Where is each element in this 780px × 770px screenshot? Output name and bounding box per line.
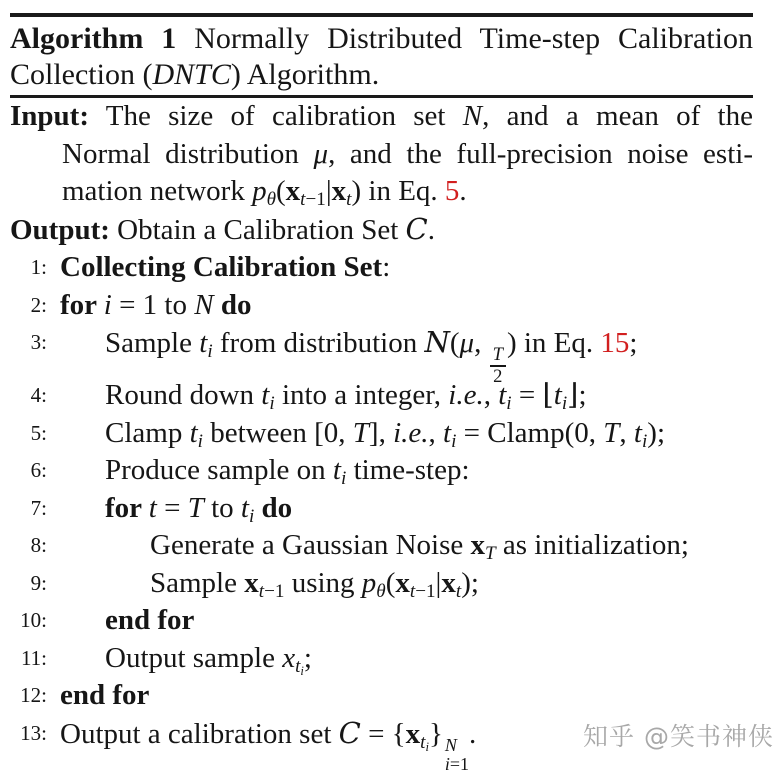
line-content: end for xyxy=(105,604,195,637)
algorithm-title-line2: Collection (DNTC) Algorithm. xyxy=(10,58,380,91)
algo-line xyxy=(10,452,753,490)
line-number: 5: xyxy=(30,420,47,445)
sup-sub-stack: N i=1 xyxy=(444,735,470,770)
algo-line xyxy=(10,249,753,287)
line-number: 12: xyxy=(20,683,47,708)
line-content: for i = 1 to N do xyxy=(60,288,252,321)
line-number: 3: xyxy=(30,330,47,354)
algo-line xyxy=(10,490,753,528)
line-number: 10: xyxy=(20,608,47,633)
top-rule xyxy=(10,13,753,17)
algorithm-title xyxy=(10,21,753,93)
algo-line xyxy=(10,324,753,387)
line-content: Generate a Gaussian Noise $x_T$ as initialization; xyxy=(150,529,689,565)
algo-line xyxy=(10,677,753,715)
fraction: $\frac{T}{2}$ xyxy=(490,354,506,377)
line-content: Produce sample on $t_i$ time-step: xyxy=(105,454,470,490)
line-content: Sample $t_i$ from distribution N(μ, $\frac{T}{2}$ ) in Eq. 15; xyxy=(105,325,638,387)
input-line: Input: The size of calibration set N, and a mean of the xyxy=(10,100,753,132)
algo-line xyxy=(10,527,753,565)
line-number: 9: xyxy=(30,570,47,595)
output-line: Output: Obtain a Calibration Set C. xyxy=(10,211,435,246)
watermark: 知乎 @笑书神侠 xyxy=(583,722,774,751)
algo-line xyxy=(10,287,753,325)
line-content: Output sample $x_{t_i}$; xyxy=(105,641,312,678)
line-content: Clamp $t_i$ between [0, T], i.e., $t_i$ = Clamp(0, T, $t_i$); xyxy=(105,416,665,452)
line-content: for t = T to $t_i$ do xyxy=(105,491,293,527)
algo-line xyxy=(10,415,753,453)
line-content: Collecting Calibration Set: xyxy=(60,251,391,283)
line-number: 2: xyxy=(30,292,47,317)
line-content: Output a calibration set $C = \{x_{t_i}\}$ N i=1 . xyxy=(60,715,477,770)
algo-line xyxy=(10,602,753,640)
input-line: mation network $p_\theta(x_{t-1}|x_t)$ in Eq. 5. xyxy=(62,175,467,210)
line-content: Sample $x_{t-1}$ using $p_\theta(x_{t-1}|x_t)$; xyxy=(150,566,479,602)
line-content: Round down $t_i$ into a integer, i.e., $t_i$ = $⌊t_i⌋$; xyxy=(105,379,587,415)
algo-line xyxy=(10,377,753,415)
line-number: 13: xyxy=(20,720,47,745)
input-section xyxy=(10,98,753,249)
algo-line xyxy=(10,640,753,678)
line-number: 7: xyxy=(30,495,47,520)
line-number: 1: xyxy=(30,255,47,279)
line-number: 11: xyxy=(20,645,47,670)
line-number: 8: xyxy=(30,533,47,558)
line-number: 6: xyxy=(30,458,47,483)
line-content: end for xyxy=(60,679,150,712)
line-number: 4: xyxy=(30,383,47,408)
input-line: Normal distribution μ, and the full-precision noise esti- xyxy=(62,137,753,170)
algorithm-title-line1: Algorithm 1 Normally Distributed Time-step Calibration xyxy=(10,22,753,55)
algorithm-steps xyxy=(10,249,753,770)
algo-line xyxy=(10,565,753,603)
